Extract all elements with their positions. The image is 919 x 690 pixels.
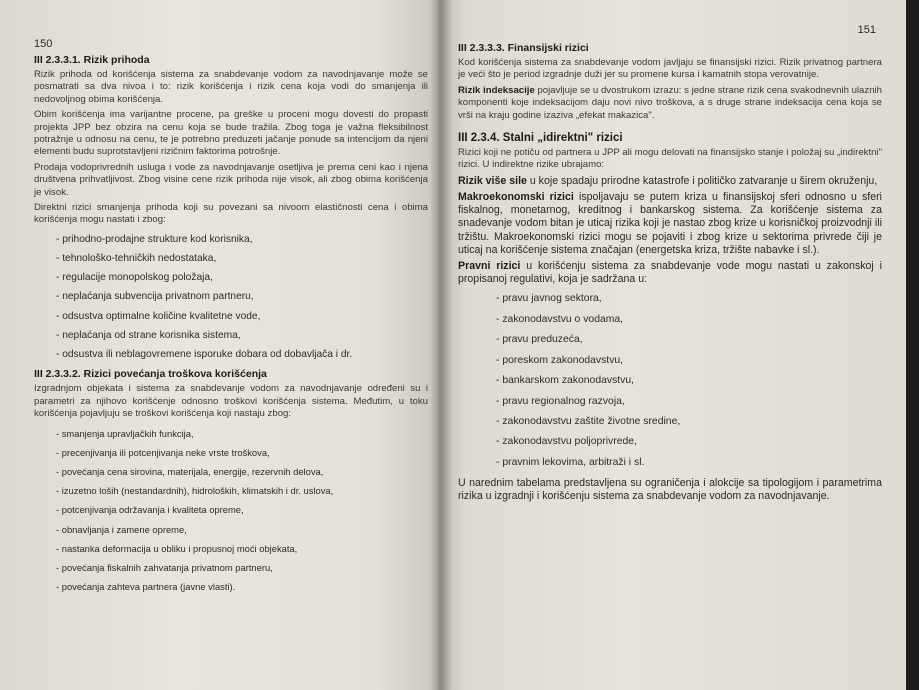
list-item: - poreskom zakonodavstvu, xyxy=(496,354,624,366)
list-item: - prihodno-prodajne strukture kod korisnika, xyxy=(56,233,253,245)
paragraph: Izgradnjom objekata i sistema za snabdevanje vodom za navodnjavanje određeni su i parametri za njihovo korišćenje odnosno troškovi korišćenja sistema. Međutim, u toku korišćenja pojavljuju se troškovi korišćenja koji nastaju zbog: xyxy=(34,383,428,420)
list-item: - neplaćanja od strane korisnika sistema, xyxy=(56,329,241,341)
section-title-indirect-risk: III 2.3.4. Stalni „idirektni" rizici xyxy=(458,132,623,145)
paragraph-text: u korišćenju sistema za snabdevanje vode mogu nastati u zakonskoj i propisanoj regulativi, koja je sadržana u: xyxy=(458,260,882,286)
list-item: - odsustva optimalne količine kvalitetne vode, xyxy=(56,310,261,322)
paragraph xyxy=(458,260,882,286)
section-title-cost-risk: III 2.3.3.2. Rizici povećanja troškova korišćenja xyxy=(34,368,267,381)
list-item: - odsustva ili neblagovremene isporuke dobara od dobavljača i dr. xyxy=(56,349,353,361)
left-page xyxy=(0,0,442,690)
list-item: - neplaćanja subvencija privatnom partneru, xyxy=(56,291,254,303)
paragraph-text: pojavljuje se u dvostrukom izrazu: s jedne strane rizik cena svakodnevnih ulaznih komponenti koje indeksacijom daju novi nivo troškova, a s druge strane indeksacija cena koja se vrši na kraju godine izaziva „efekat makazica". xyxy=(458,84,882,121)
paragraph: U narednim tabelama predstavljena su ograničenja i alokcije sa tipologijom i parametrima rizika u izgradnji i korišćenju sistema za snabdevanje vodom za navodnjavanje. xyxy=(458,477,882,503)
page-edge-shadow xyxy=(906,0,919,690)
list-item: - pravu preduzeća, xyxy=(496,334,583,346)
revenue-risk-list xyxy=(34,230,428,364)
list-item: - povećanja cena sirovina, materijala, energije, rezervnih delova, xyxy=(56,465,324,477)
list-item: - regulacije monopolskog položaja, xyxy=(56,272,213,284)
paragraph: Kod korišćenja sistema za snabdevanje vodom javljaju se finansijski rizici. Rizik privatnog partnera je veći što je period izgradnje duži jer su promene kursa i kamatnih stopa verovatnije. xyxy=(458,57,882,81)
paragraph xyxy=(458,85,882,122)
list-item: - zakonodavstvu o vodama, xyxy=(496,313,624,325)
keyword: Rizik indeksacije xyxy=(458,84,535,96)
keyword: Pravni rizici xyxy=(458,260,521,273)
paragraph: Rizici koji ne potiču od partnera u JPP ali mogu delovati na finansijsko stanje i položaj su „indirektni" rizici. U indirektne rizike ubrajamo: xyxy=(458,147,882,171)
page-number-right: 151 xyxy=(857,24,876,36)
keyword: Makroekonomski rizici xyxy=(458,191,574,204)
paragraph-text: u koje spadaju prirodne katastrofe i političko zatvaranje u širem okruženju, xyxy=(526,174,878,187)
paragraph xyxy=(458,175,882,188)
paragraph xyxy=(458,191,882,257)
list-item: - bankarskom zakonodavstvu, xyxy=(496,375,635,387)
list-item: - nastanka deformacija u obliku i propusnoj moći objekata, xyxy=(56,542,298,554)
list-item: - pravu javnog sektora, xyxy=(496,293,602,305)
list-item: - smanjenja upravljačkih funkcija, xyxy=(56,427,194,439)
paragraph-text: ispoljavaju se putem kriza u finansijskoj sferi odnosno u sferi fiskalnog, monetarnog, kreditnog i bankarskog sistema. Za korišćenje sistema za snadevanje vodom bitan je uticaj rizika koji je nastao zbog krize u korisničkoj proizvodnji ili tržištu. Makroekonomski rizici mogu se pojaviti i zbog krize u sektorima privrede čiji je uticaj na korišćenje sistema značajan (energetska kriza, tržište nabavke i sl.). xyxy=(458,191,883,256)
paragraph: Prodaja vodoprivrednih usluga i vode za navodnjavanje osetljiva je prema ceni kao i njena društvena prihvatljivost. Zbog visine cene rizik prihoda nije visok, ali zbog obima korišćenja je visok. xyxy=(34,161,428,198)
paragraph: Rizik prihoda od korišćenja sistema za snabdevanje vodom za navodnjavanje može se posmatrati sa dva nivoa i to: rizik korišćenja i rizik cena koja vodi do smanjenja ili nedovoljnog obima korišćenja. xyxy=(34,69,428,105)
list-item: - potcenjivanja održavanja i kvaliteta opreme, xyxy=(56,504,244,516)
keyword: Rizik više sile xyxy=(458,174,527,187)
list-item: - pravu regionalnog razvoja, xyxy=(496,395,625,407)
list-item: - zakonodavstvu zaštite životne sredine, xyxy=(496,415,681,427)
right-page xyxy=(438,0,906,690)
section-title-revenue-risk: III 2.3.3.1. Rizik prihoda xyxy=(34,54,150,66)
list-item: - povećanja fiskalnih zahvatanja privatnom partneru, xyxy=(56,561,273,573)
paragraph: Direktni rizici smanjenja prihoda koji su povezani sa nivoom elastičnosti cena i obima korišćenja mogu nastati i zbog: xyxy=(34,202,428,226)
section-title-financial-risk: III 2.3.3.3. Finansijski rizici xyxy=(458,42,589,54)
page-number-left: 150 xyxy=(34,38,53,50)
legal-risk-list xyxy=(458,289,882,473)
list-item: - pravnim lekovima, arbitraži i sl. xyxy=(496,456,645,468)
paragraph: Obim korišćenja ima varijantne procene, pa greške u proceni mogu dovesti do propasti projekta JPP bez obzira na cenu koja se bude tražila. Zbog toga je važna fleksibilnost potražnje u odnosu na cenu, te je potrebno preduzeti jačanje ponude sa intencijom da njeni elementi budu suprotstavljeni rizičnim faktorima potrošnje. xyxy=(34,109,428,158)
cost-risk-list xyxy=(34,424,428,597)
list-item: - obnavljanja i zamene opreme, xyxy=(56,523,187,535)
list-item: - izuzetno loših (nestandardnih), hidroloških, klimatskih i dr. uslova, xyxy=(56,485,334,497)
list-item: - tehnološko-tehničkih nedostataka, xyxy=(56,253,217,265)
list-item: - povećanja zahteva partnera (javne vlasti). xyxy=(56,581,236,593)
list-item: - zakonodavstvu poljoprivrede, xyxy=(496,436,637,448)
list-item: - precenjivanja ili potcenjivanja neke vrste troškova, xyxy=(56,446,270,458)
